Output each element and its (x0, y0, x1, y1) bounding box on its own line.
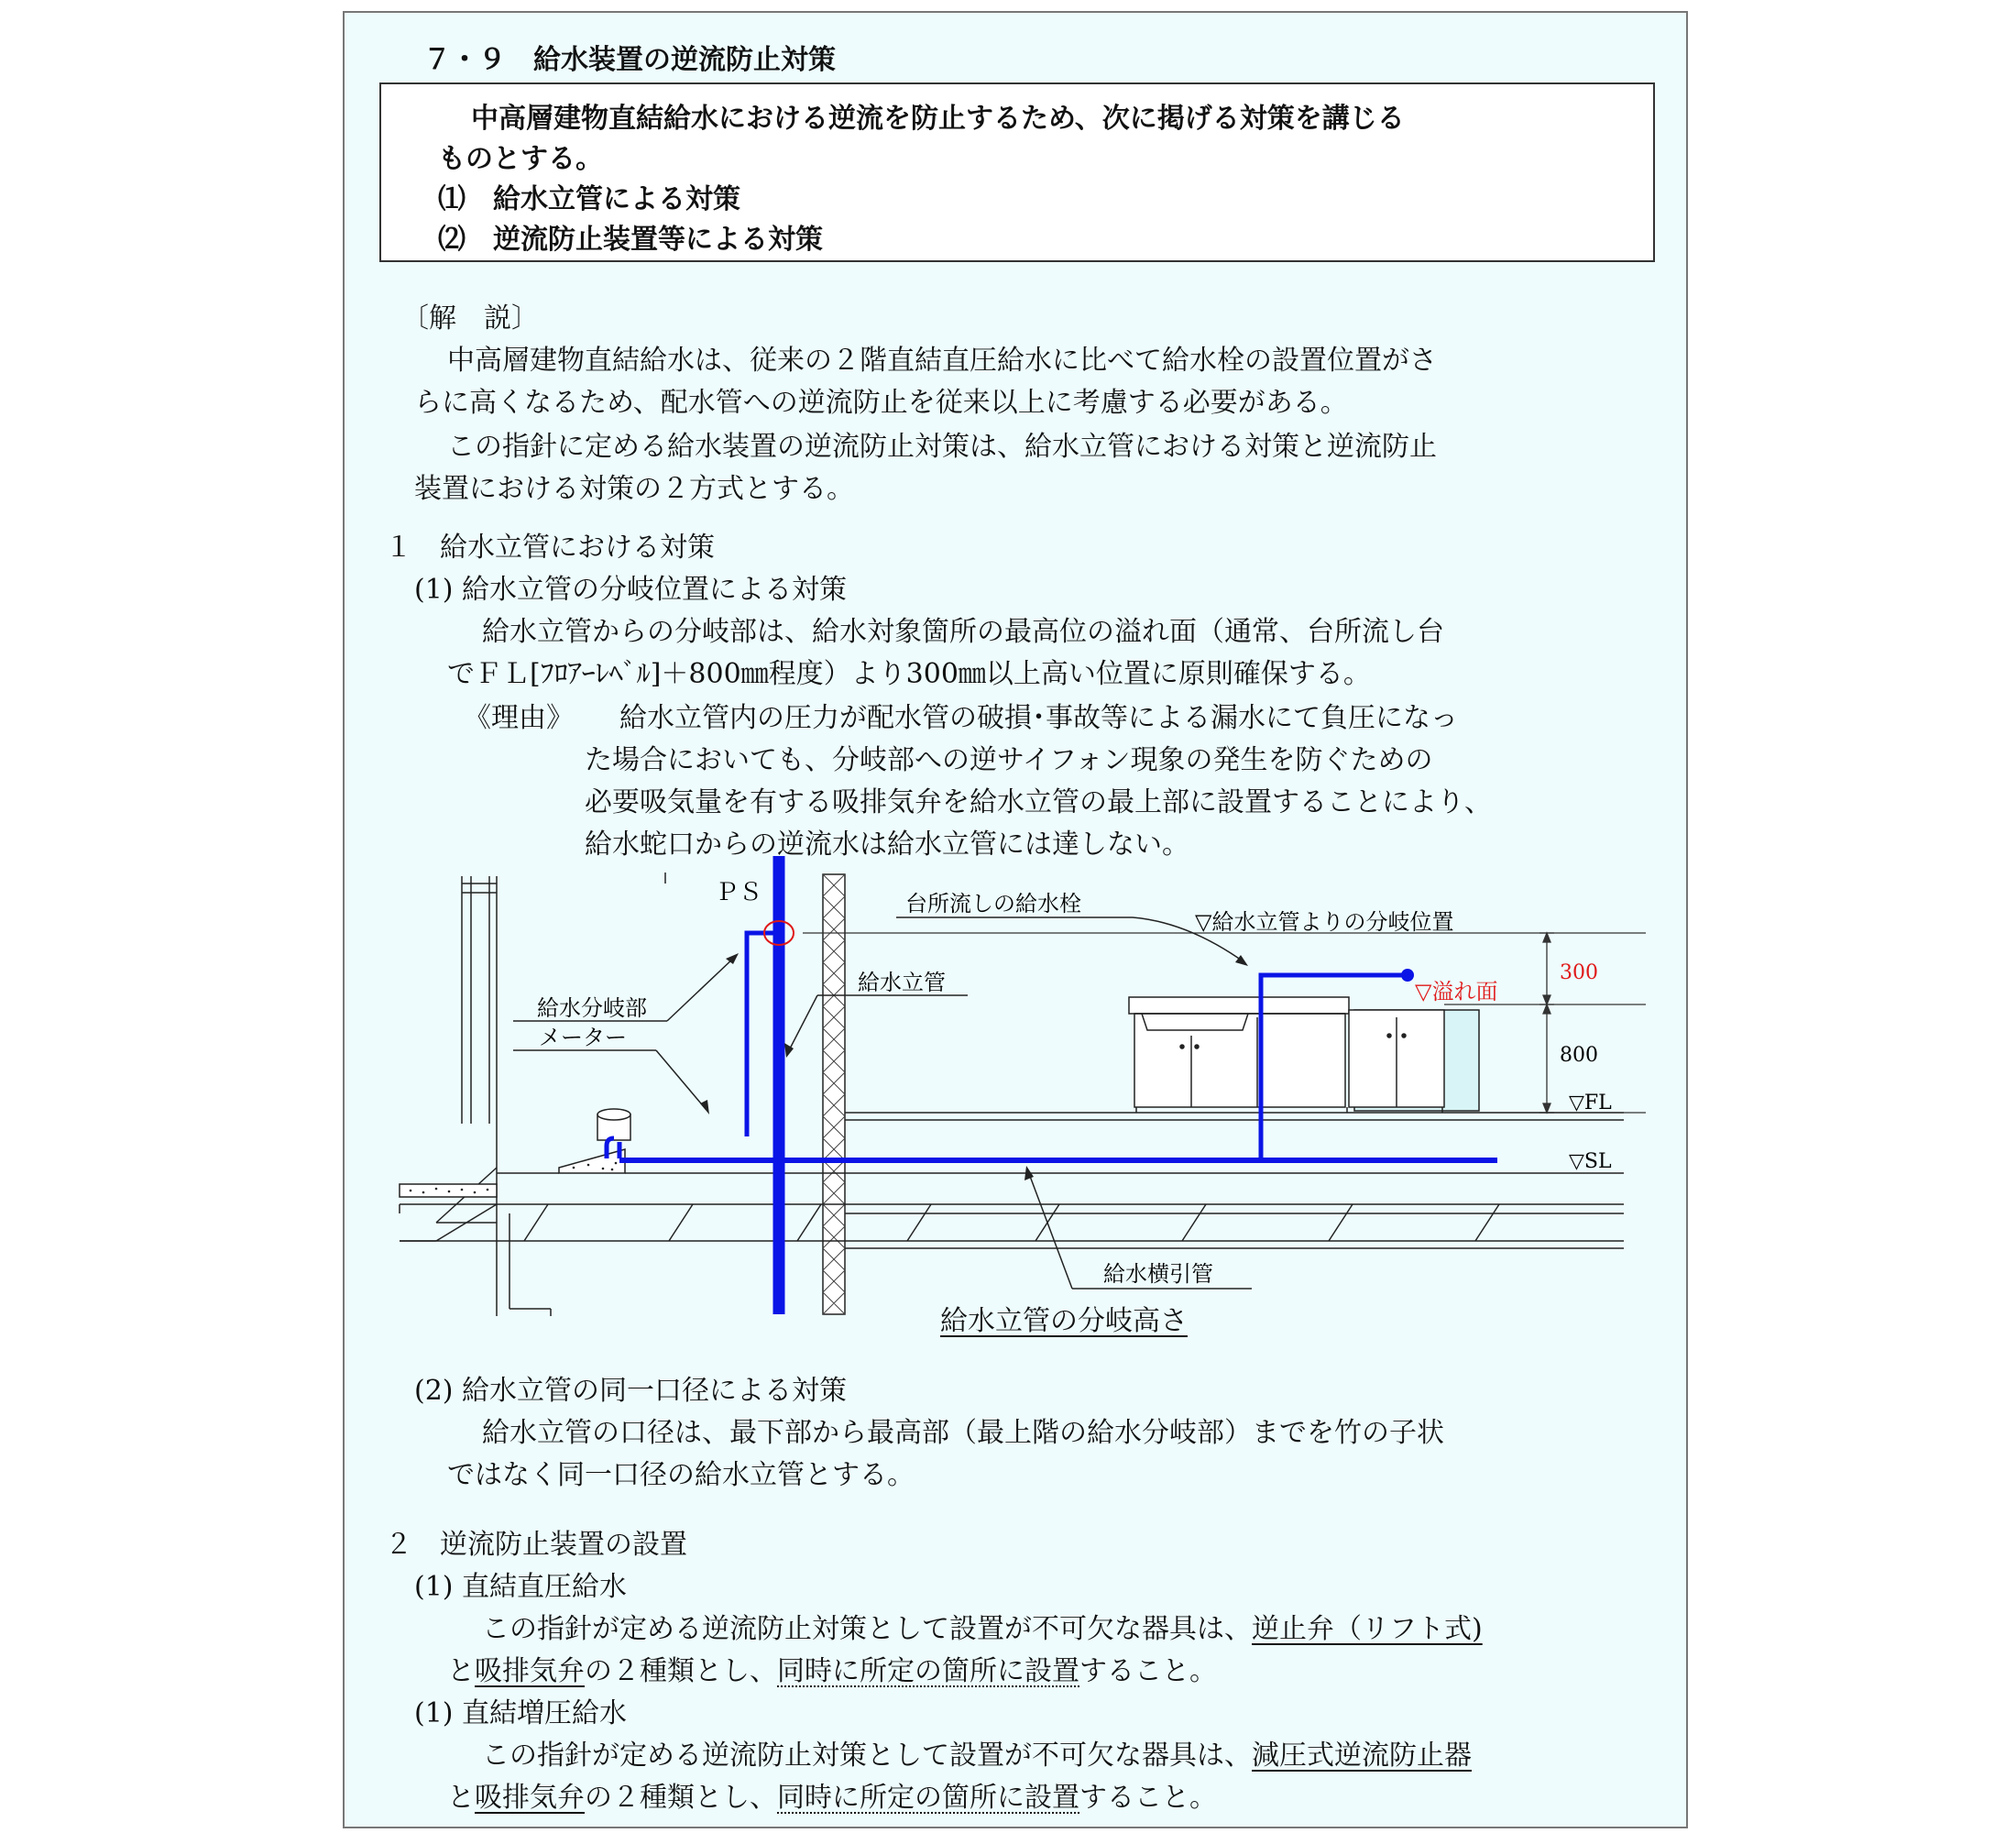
faucet-icon (1401, 969, 1414, 982)
label-horizontal-pipe: 給水横引管 (1103, 1261, 1213, 1287)
s2-sub2-heading: (1) 直結増圧給水 (414, 1697, 628, 1729)
s2-sub1-text-g: すること。 (1079, 1655, 1217, 1687)
s1-sub2-heading: (2) 給水立管の同一口径による対策 (414, 1375, 848, 1407)
s1-sub1-line2: でＦＬ[ﾌﾛｱｰﾚﾍﾞﾙ]＋800㎜程度）より300㎜以上高い位置に原則確保する。 (447, 658, 1371, 690)
s2-sub2-line1 (482, 1732, 1472, 1773)
summary-item-2: ⑵ 逆流防止装置等による対策 (438, 224, 823, 256)
s2-sub1-line1 (482, 1606, 1483, 1646)
s2-sub2-text-e: の２種類とし、 (585, 1782, 777, 1814)
explanation-p2-line1: この指針に定める給水装置の逆流防止対策は、給水立管における対策と逆流防止 (447, 431, 1437, 463)
summary-line-1: 中高層建物直結給水における逆流を防止するため、次に掲げる対策を講じる (471, 103, 1405, 135)
s2-sub1-text-c: と (447, 1655, 475, 1687)
s1-sub1-line1: 給水立管からの分岐部は、給水対象箇所の最高位の溢れ面（通常、台所流し台 (482, 616, 1444, 648)
label-branch-position: ▽給水立管よりの分岐位置 (1195, 909, 1454, 935)
branch-height-diagram (345, 856, 1690, 1351)
label-branch: 給水分岐部 (537, 995, 647, 1021)
s2-sub2-line2 (447, 1774, 1217, 1815)
ps-wall (823, 874, 845, 1314)
floor-slab (400, 1113, 1624, 1248)
s2-heading: ２ 逆流防止装置の設置 (385, 1529, 687, 1561)
kitchen-cabinet (1129, 997, 1479, 1113)
summary-box (379, 82, 1655, 262)
label-ps: ＰＳ (715, 879, 763, 906)
summary-line-2: ものとする。 (438, 143, 603, 175)
s2-sub1-text-a: この指針が定める逆流防止対策として設置が不可欠な器具は、 (482, 1613, 1252, 1645)
s2-sub2-requirement: 同時に所定の箇所に設置 (777, 1782, 1079, 1814)
reason-line-2: た場合においても、分岐部への逆サイフォン現象の発生を防ぐための (585, 744, 1433, 776)
ground-left (400, 1184, 497, 1197)
diagram-caption: 給水立管の分岐高さ (940, 1305, 1188, 1337)
s1-heading: １ 給水立管における対策 (385, 532, 715, 564)
explanation-p1-line2: らに高くなるため、配水管への逆流防止を従来以上に考慮する必要がある。 (414, 387, 1348, 419)
s2-sub2-device-2: 吸排気弁 (475, 1782, 585, 1814)
reason-line-4: 給水蛇口からの逆流水は給水立管には達しない。 (585, 829, 1189, 861)
s2-sub2-text-c: と (447, 1782, 475, 1814)
dimension-800: 800 (1560, 1044, 1598, 1067)
s1-sub1-heading: (1) 給水立管の分岐位置による対策 (414, 574, 848, 606)
explanation-p2-line2: 装置における対策の２方式とする。 (414, 473, 854, 505)
reason-line-1: 給水立管内の圧力が配水管の破損･事故等による漏水にて負圧になっ (619, 702, 1458, 734)
s2-sub2-device-1: 減圧式逆流防止器 (1252, 1740, 1472, 1772)
label-overflow: ▽溢れ面 (1415, 979, 1498, 1004)
reason-label: 《理由》 (464, 702, 574, 734)
s1-sub2-line2: ではなく同一口径の給水立管とする。 (447, 1459, 915, 1491)
explanation-p1-line1: 中高層建物直結給水は、従来の２階直結直圧給水に比べて給水栓の設置位置がさ (447, 345, 1437, 377)
document-page (343, 11, 1688, 1828)
s2-sub1-requirement: 同時に所定の箇所に設置 (777, 1655, 1079, 1687)
explanation-heading: 〔解 説〕 (401, 302, 539, 335)
label-faucet: 台所流しの給水栓 (905, 891, 1081, 916)
meter-icon (597, 1109, 630, 1140)
section-title: ７・９ 給水装置の逆流防止対策 (423, 44, 836, 76)
s1-sub2-line1: 給水立管の口径は、最下部から最高部（最上階の給水分岐部）までを竹の子状 (482, 1417, 1444, 1449)
s2-sub1-text-e: の２種類とし、 (585, 1655, 777, 1687)
meter-pad (559, 1149, 625, 1173)
building-wall (436, 876, 551, 1316)
s2-sub1-device-1: 逆止弁（リフト式) (1252, 1613, 1483, 1645)
s2-sub1-device-2: 吸排気弁 (475, 1655, 585, 1687)
dimension-300: 300 (1560, 961, 1598, 984)
label-riser: 給水立管 (858, 970, 946, 995)
label-sl: ▽SL (1569, 1150, 1612, 1173)
label-meter: メーター (539, 1025, 627, 1050)
label-fl: ▽FL (1569, 1092, 1612, 1114)
s2-sub1-heading: (1) 直結直圧給水 (414, 1571, 628, 1603)
s2-sub2-text-g: すること。 (1079, 1782, 1217, 1814)
summary-item-1: ⑴ 給水立管による対策 (438, 183, 740, 215)
reason-line-3: 必要吸気量を有する吸排気弁を給水立管の最上部に設置することにより、 (585, 786, 1492, 818)
s2-sub1-line2 (447, 1648, 1217, 1688)
s2-sub2-text-a: この指針が定める逆流防止対策として設置が不可欠な器具は、 (482, 1740, 1252, 1772)
